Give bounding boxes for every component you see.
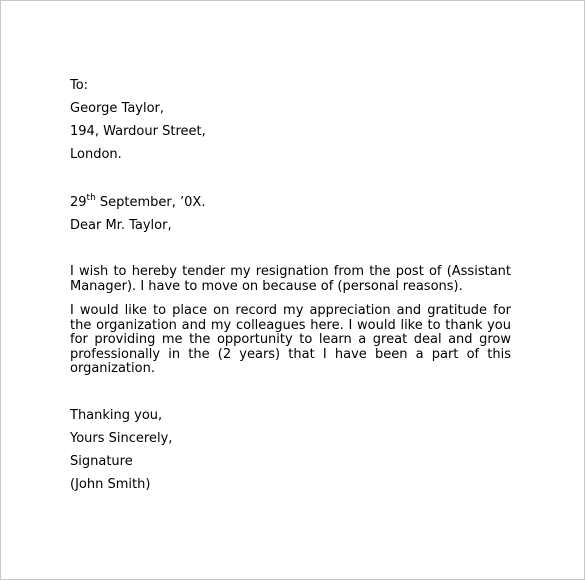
body-paragraph-2: I would like to place on record my appreciation and gratitude for the organization and my colleagues here. I would like to thank you for providing me the opportunity to learn a great deal and grow professionally in the (2 years) that I have been a part of this organization. (70, 303, 511, 376)
letter-date (70, 192, 206, 210)
to-label: To: (70, 78, 89, 93)
recipient-street: 194, Wardour Street, (70, 124, 206, 139)
salutation: Dear Mr. Taylor, (70, 218, 172, 233)
recipient-city: London. (70, 147, 122, 162)
date-suffix: th (86, 192, 96, 203)
signature-line: Signature (70, 454, 133, 469)
closing-sign-off: Yours Sincerely, (70, 431, 173, 446)
date-rest: September, ’0X. (95, 195, 206, 210)
body-paragraph-1: I wish to hereby tender my resignation from the post of (Assistant Manager). I have to move on because of (personal reasons). (70, 264, 511, 294)
sender-name: (John Smith) (70, 477, 151, 492)
recipient-name: George Taylor, (70, 101, 165, 116)
date-day: 29 (70, 195, 87, 210)
closing-thanks: Thanking you, (70, 408, 163, 423)
